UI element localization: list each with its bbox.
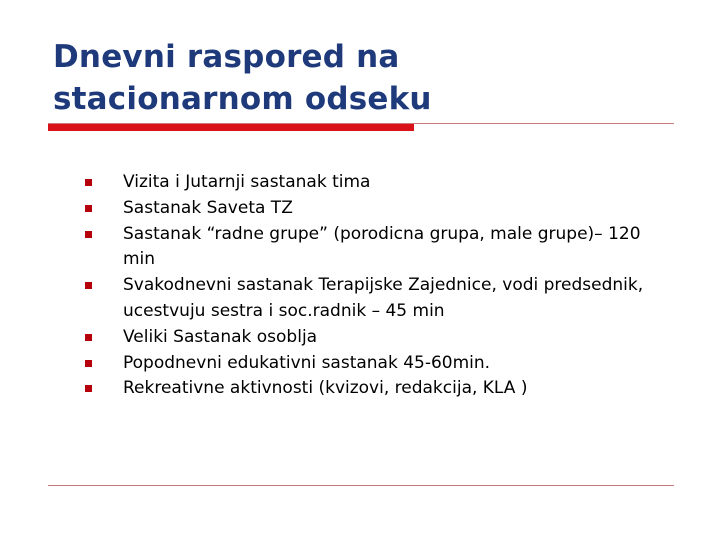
bullet-item xyxy=(85,196,675,222)
footer-rule xyxy=(48,485,674,486)
square-bullet-icon xyxy=(85,231,92,238)
square-bullet-icon xyxy=(85,360,92,367)
title-underline-accent xyxy=(48,124,414,131)
bullet-item xyxy=(85,222,675,274)
bullet-text: Sastanak Saveta TZ xyxy=(123,197,293,218)
slide-title-line-1: Dnevni raspored na xyxy=(53,39,400,75)
square-bullet-icon xyxy=(85,282,92,289)
bullet-text: Veliki Sastanak osoblja xyxy=(123,326,318,347)
bullet-item xyxy=(85,376,675,402)
bullet-text: Rekreativne aktivnosti (kvizovi, redakcija, KLA ) xyxy=(123,378,528,399)
square-bullet-icon xyxy=(85,334,92,341)
bullet-text: Popodnevni edukativni sastanak 45-60min. xyxy=(123,352,491,373)
bullet-item xyxy=(85,170,675,196)
bullet-item xyxy=(85,273,675,325)
slide-title-line-2: stacionarnom odseku xyxy=(53,81,432,117)
bullet-list xyxy=(85,170,675,402)
bullet-item xyxy=(85,351,675,377)
bullet-item xyxy=(85,325,675,351)
bullet-text: Sastanak “radne grupe” (porodicna grupa, male grupe)– 120 min xyxy=(123,223,641,270)
square-bullet-icon xyxy=(85,205,92,212)
bullet-text: Svakodnevni sastanak Terapijske Zajednice, vodi predsednik, ucestvuju sestra i soc.radnik – 45 min xyxy=(123,275,644,321)
square-bullet-icon xyxy=(85,179,92,186)
bullet-text: Vizita i Jutarnji sastanak tima xyxy=(123,172,371,192)
slide-title xyxy=(53,36,673,120)
square-bullet-icon xyxy=(85,385,92,392)
